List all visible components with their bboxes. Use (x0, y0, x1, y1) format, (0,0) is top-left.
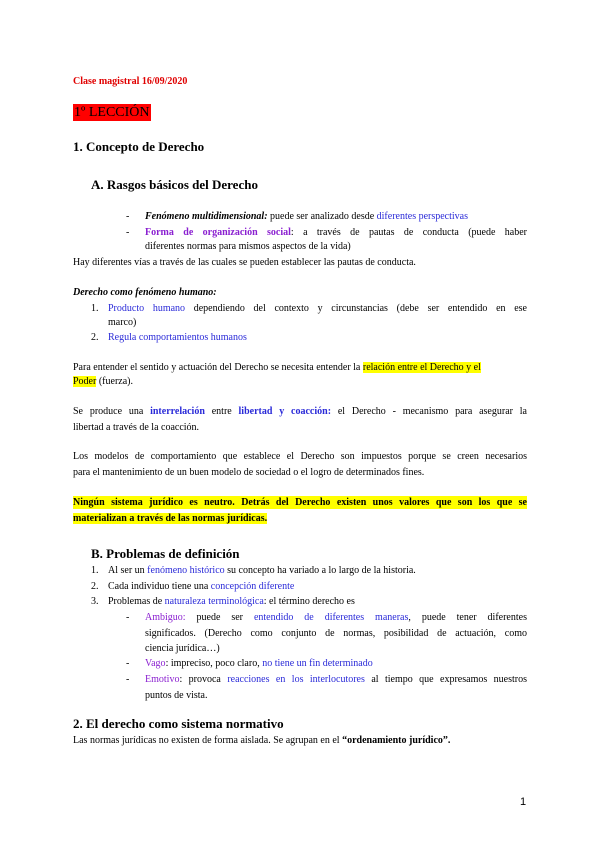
highlight: relación entre el Derecho y el (362, 362, 481, 373)
key-statement: Ningún sistema jurídico es neutro. Detrás del Derecho existen unos valores que son los que se (73, 497, 527, 508)
list-number: 3. (91, 596, 99, 607)
list-item: Vago: impreciso, poco claro, no tiene un fin determinado (145, 658, 373, 669)
keyword-link: reacciones en los interlocutores (227, 674, 365, 685)
list-item: Fenómeno multidimensional: puede ser analizado desde diferentes perspectivas (145, 211, 469, 222)
list-item: Al ser un fenómeno histórico su concepto ha variado a lo largo de la historia. (108, 565, 416, 576)
lesson-title: 1º LECCIÓN (74, 105, 150, 120)
term: Emotivo (145, 674, 180, 685)
paragraph: Las normas jurídicas no existen de forma aislada. Se agrupan en el “ordenamiento jurídico”. (73, 735, 451, 746)
keyword-link: diferentes perspectivas (376, 211, 469, 222)
keyword-link: concepción diferente (210, 581, 295, 592)
page-number: 1 (520, 796, 527, 808)
keyword-link: Producto humano (108, 303, 186, 314)
term: Vago (145, 658, 166, 669)
class-date: Clase magistral 16/09/2020 (73, 76, 188, 87)
subsection-a-title: A. Rasgos básicos del Derecho (91, 177, 258, 192)
bullet-marker: - (126, 227, 130, 238)
paragraph-continuation: Poder (fuerza). (73, 376, 133, 387)
term: libertad y coacción: (238, 406, 332, 417)
list-item-continuation: diferentes normas para mismos aspectos de la vida) (145, 241, 351, 252)
list-item: Producto humano dependiendo del contexto y circunstancias (debe ser entendido en ese (108, 303, 527, 314)
term: Forma de organización social (145, 227, 291, 238)
note: Hay diferentes vías a través de las cuales se pueden establecer las pautas de conducta. (73, 257, 416, 268)
bullet-marker: - (126, 674, 130, 685)
term: “ordenamiento jurídico”. (342, 735, 451, 746)
keyword-link: Regula comportamientos humanos (108, 332, 247, 343)
bullet-marker: - (126, 211, 130, 222)
keyword-link: no tiene un fin determinado (262, 658, 373, 669)
term: Ambiguo: (145, 612, 186, 623)
keyword-link: naturaleza terminológica (164, 596, 264, 607)
list-number: 1. (91, 565, 99, 576)
section-1-title: 1. Concepto de Derecho (73, 139, 205, 154)
highlight: Poder (73, 376, 97, 387)
paragraph: Para entender el sentido y actuación del Derecho se necesita entender la relación entre el Derecho y el (73, 362, 481, 373)
list-item-continuation: ciencia jurídica…) (145, 643, 220, 654)
list-item: Emotivo: provoca reacciones en los interlocutores al tiempo que expresamos nuestros (145, 674, 528, 685)
list-item-continuation: marco) (108, 317, 137, 328)
list-item-continuation: significados. (Derecho como conjunto de normas, posibilidad de actuación, como (145, 628, 527, 639)
human-heading: Derecho como fenómeno humano: (73, 287, 217, 298)
subsection-b-title: B. Problemas de definición (91, 546, 240, 561)
keyword-link: fenómeno histórico (147, 565, 225, 576)
list-number: 1. (91, 303, 99, 314)
paragraph: Se produce una interrelación entre libertad y coacción: el Derecho - mecanismo para asegurar la (73, 406, 527, 417)
paragraph: Los modelos de comportamiento que establece el Derecho son impuestos porque se creen necesarios (73, 451, 527, 462)
list-number: 2. (91, 581, 99, 592)
section-2-title: 2. El derecho como sistema normativo (73, 716, 284, 731)
list-item: Forma de organización social: a través de pautas de conducta (puede haber (145, 227, 527, 238)
list-item: Problemas de naturaleza terminológica: el término derecho es (108, 596, 355, 607)
paragraph-continuation: para el mantenimiento de un buen modelo de sociedad o el logro de determinados fines. (73, 467, 425, 478)
list-item-continuation: puntos de vista. (145, 690, 208, 701)
paragraph-continuation: libertad a través de la coacción. (73, 422, 200, 433)
list-item: Cada individuo tiene una concepción diferente (108, 581, 295, 592)
key-statement-continuation: materializan a través de las normas jurídicas. (73, 513, 268, 524)
term: interrelación (150, 406, 205, 417)
bullet-marker: - (126, 612, 130, 623)
keyword-link: entendido de diferentes maneras (253, 612, 409, 623)
bullet-marker: - (126, 658, 130, 669)
list-number: 2. (91, 332, 99, 343)
term: Fenómeno multidimensional: (145, 211, 268, 222)
list-item: Ambiguo: puede ser entendido de diferentes maneras, puede tener diferentes (145, 612, 527, 623)
